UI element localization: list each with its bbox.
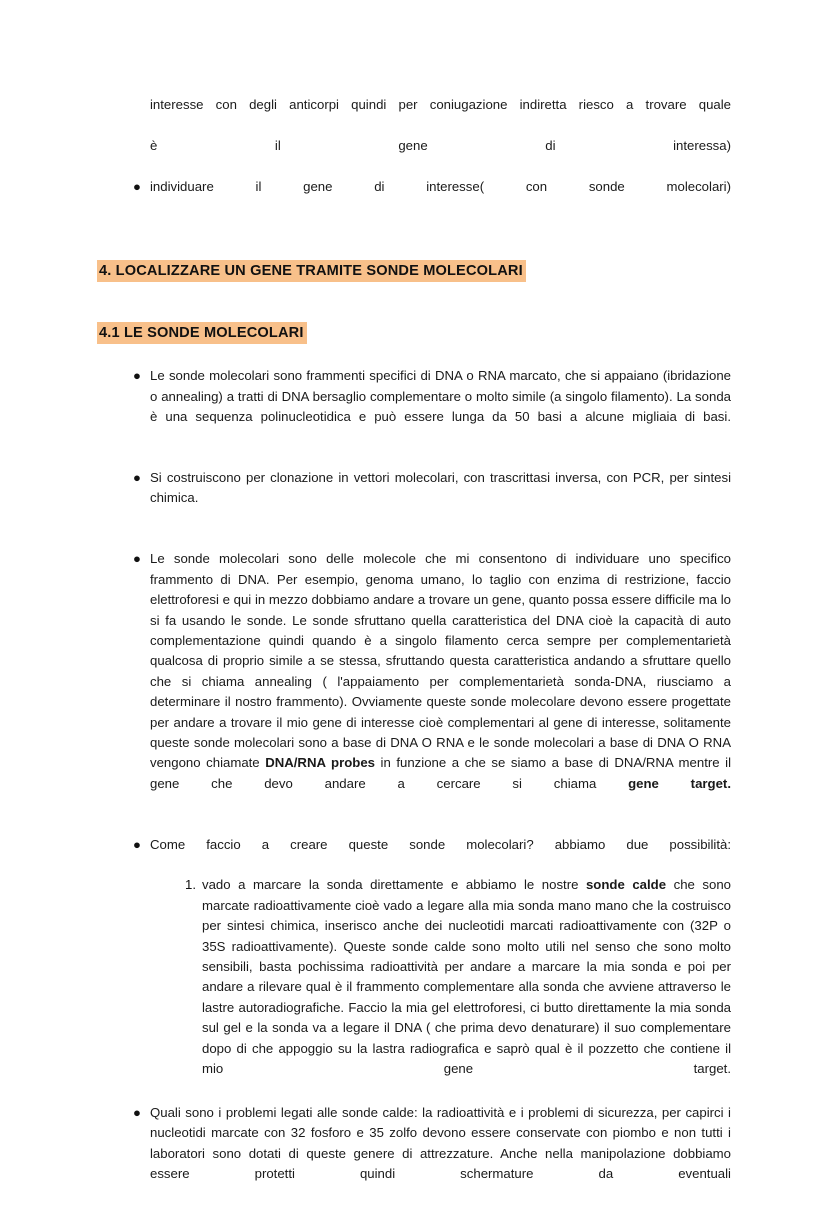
continuation-paragraph <box>150 95 731 177</box>
bold-term-dna-rna-probes: DNA/RNA probes <box>265 755 376 771</box>
list-item <box>133 366 731 448</box>
bullet-marker-icon: ● <box>133 1104 141 1120</box>
bullet-marker-icon: ● <box>133 178 141 194</box>
list-item-text: Come faccio a creare queste sonde molecolari? abbiamo due possibilità: <box>150 836 731 852</box>
text-part-2: in funzione a che se siamo a base di DNA/RNA mentre il gene che devo andare a cercare si chiama <box>150 755 732 791</box>
list-item-text: individuare il gene di interesse( con sonde molecolari) <box>150 178 731 194</box>
continuation-line-1: interesse con degli anticorpi quindi per coniugazione indiretta riesco a trovare quale <box>150 97 731 112</box>
final-bullet-list <box>97 1103 731 1205</box>
bold-term-sonde-calde: sonde calde <box>585 877 667 893</box>
list-item-text: Le sonde molecolari sono frammenti specifici di DNA o RNA marcato, che si appaiano (ibridazione o annealing) a tratti di DNA bersaglio complementare o molto simile (a singolo filamento). La sonda è una sequenza polinucleotidica e può essere lunga da 50 basi a alcune migliaia di basi. <box>150 368 731 425</box>
section-heading-sub <box>97 321 731 345</box>
continuation-line-2: è il gene di interessa) <box>150 137 731 153</box>
bullet-marker-icon: ● <box>133 551 141 567</box>
bold-term-gene-target: gene target. <box>628 775 731 791</box>
text-part-1: vado a marcare la sonda direttamente e abbiamo le nostre <box>202 877 586 893</box>
list-item-text <box>150 549 731 814</box>
number-marker: 1. <box>185 877 196 893</box>
list-item <box>133 1103 731 1205</box>
page-content <box>97 95 731 1205</box>
section-heading-main-label: 4. LOCALIZZARE UN GENE TRAMITE SONDE MOLECOLARI <box>97 260 526 282</box>
list-item <box>133 835 731 876</box>
list-item-text: Si costruiscono per clonazione in vettori molecolari, con trascrittasi inversa, con PCR, per sintesi chimica. <box>150 470 731 506</box>
main-bullet-list <box>97 366 731 875</box>
numbered-list-item-text <box>202 875 731 1099</box>
intro-bullet-list <box>97 177 731 218</box>
section-heading-sub-label: 4.1 LE SONDE MOLECOLARI <box>97 322 307 344</box>
text-part-1: Le sonde molecolari sono delle molecole che mi consentono di individuare uno specifico frammento di DNA. Per esempio, genoma umano, lo taglio con enzima di restrizione, faccio elettroforesi e qui in mezzo dobbiamo andare a trovare un gene, quanto possa essere difficile ma lo si fa usando le sonde. Le sonde sfruttano quella caratteristica del DNA cioè la capacità di auto complementazione quindi quando è a singolo filamento cerca sempre per complementarietà qualcosa di proprio simile a se stessa, sfruttando questa caratteristica andando a sfruttare quello che si chiama annealing ( l'appaiamento per complementarietà sonda-DNA, riusciamo a determinare il nostro frammento). Ovviamente queste sonde molecolare devono essere progettate per andare a trovare il mio gene di interesse cioè complementari al gene di interesse, solitamente queste sonde molecolari sono a base di DNA O RNA e le sonde molecolari a base di DNA O RNA vengono chiamate <box>150 551 731 771</box>
list-item <box>133 468 731 529</box>
text-part-2: che sono marcate radioattivamente cioè vado a legare alla mia sonda mano mano che la costruisco per sintesi chimica, inserisco anche dei nucleotidi marcati radioattivamente con (32P o 35S radioattivamente). Queste sonde calde sono molto utili nel senso che sono molto sensibili, basta pochissima radioattività per andare a marcare la mia sonda e poi per andare a rilevare qual è il frammento complementare alla sonda che avviene attraverso le lastre autoradiografiche. Faccio la mia gel elettroforesi, ci butto direttamente la mia sonda sul gel e la sonda va a legare il DNA ( che prima devo denaturare) il suo complementare dopo di che appoggio su la lastra radiografica e saprò qual è il pozzetto che contiene il mio gene target. <box>202 877 731 1077</box>
numbered-list-item <box>185 875 731 1099</box>
bullet-marker-icon: ● <box>133 836 141 852</box>
bullet-marker-icon: ● <box>133 368 141 384</box>
list-item <box>133 177 731 218</box>
bullet-marker-icon: ● <box>133 470 141 486</box>
list-item-text: Quali sono i problemi legati alle sonde calde: la radioattività e i problemi di sicurezza, per capirci i nucleotidi marcate con 32 fosforo e 35 zolfo devono essere conservate con piombo e non tutti i laboratori sono dotati di queste genere di attrezzature. Anche nella manipolazione dobbiamo essere protetti quindi schermature da eventuali <box>150 1104 731 1182</box>
numbered-sub-list <box>97 875 731 1099</box>
section-heading-main <box>97 259 731 283</box>
list-item <box>133 549 732 814</box>
